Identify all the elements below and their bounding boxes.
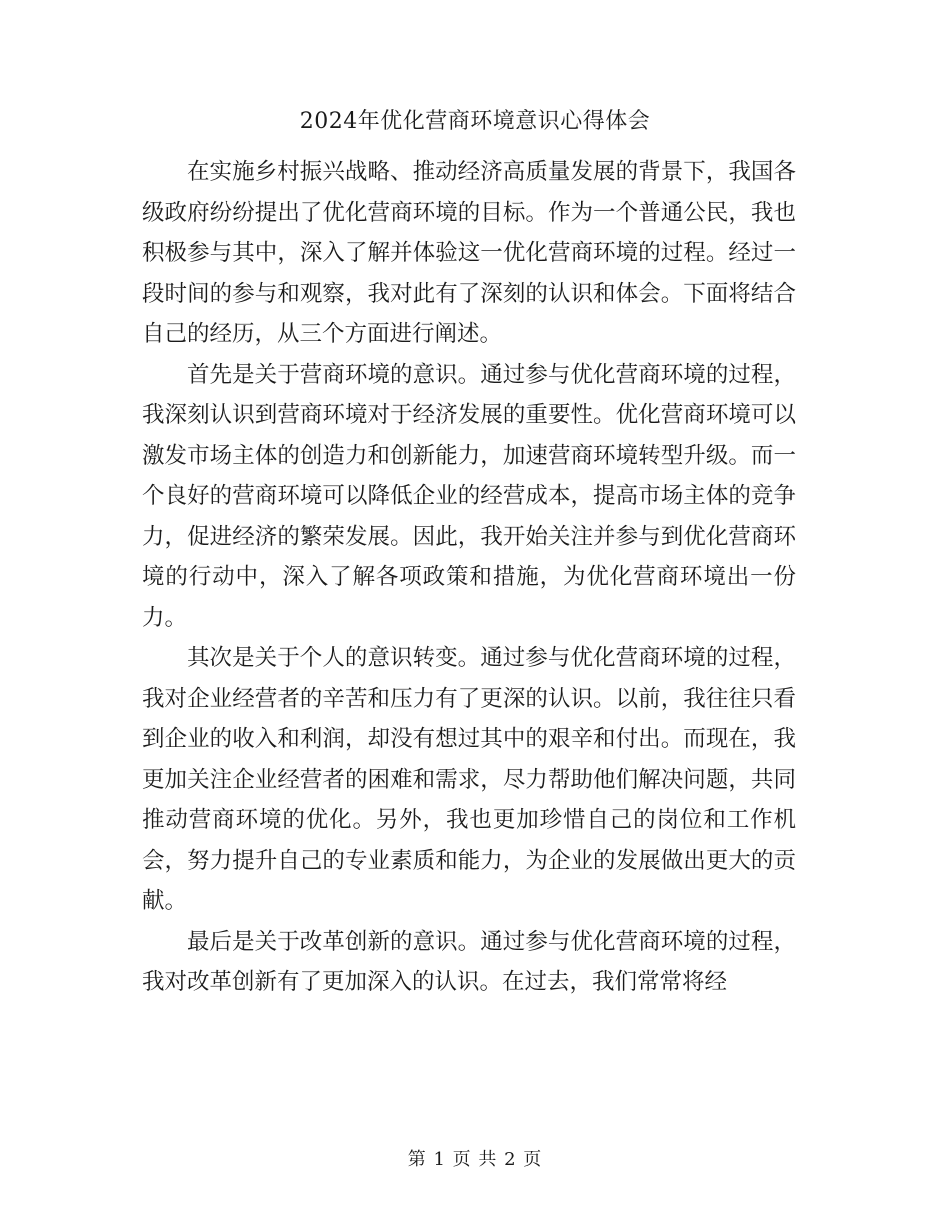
document-body bbox=[142, 152, 796, 1003]
paragraph-business-awareness: 首先是关于营商环境的意识。通过参与优化营商环境的过程，我深刻认识到营商环境对于经济发展的重要性。优化营商环境可以激发市场主体的创造力和创新能力，加速营商环境转型升级。而一个良好的营商环境可以降低企业的经营成本，提高市场主体的竞争力，促进经济的繁荣发展。因此，我开始关注并参与到优化营商环境的行动中，深入了解各项政策和措施，为优化营商环境出一份力。 bbox=[142, 361, 796, 631]
document-title: 2024年优化营商环境意识心得体会 bbox=[299, 109, 651, 134]
page-footer: 第 1 页 共 2 页 bbox=[407, 1149, 543, 1170]
paragraph-personal-change: 其次是关于个人的意识转变。通过参与优化营商环境的过程，我对企业经营者的辛苦和压力有了更深的认识。以前，我往往只看到企业的收入和利润，却没有想过其中的艰辛和付出。而现在，我更加关注企业经营者的困难和需求，尽力帮助他们解决问题，共同推动营商环境的优化。另外，我也更加珍惜自己的岗位和工作机会，努力提升自己的专业素质和能力，为企业的发展做出更大的贡献。 bbox=[142, 645, 796, 914]
paragraph-reform-innovation: 最后是关于改革创新的意识。通过参与优化营商环境的过程，我对改革创新有了更加深入的认识。在过去，我们常常将经 bbox=[142, 928, 796, 995]
paragraph-intro: 在实施乡村振兴战略、推动经济高质量发展的背景下，我国各级政府纷纷提出了优化营商环境的目标。作为一个普通公民，我也积极参与其中，深入了解并体验这一优化营商环境的过程。经过一段时间的参与和观察，我对此有了深刻的认识和体会。下面将结合自己的经历，从三个方面进行阐述。 bbox=[142, 159, 796, 347]
